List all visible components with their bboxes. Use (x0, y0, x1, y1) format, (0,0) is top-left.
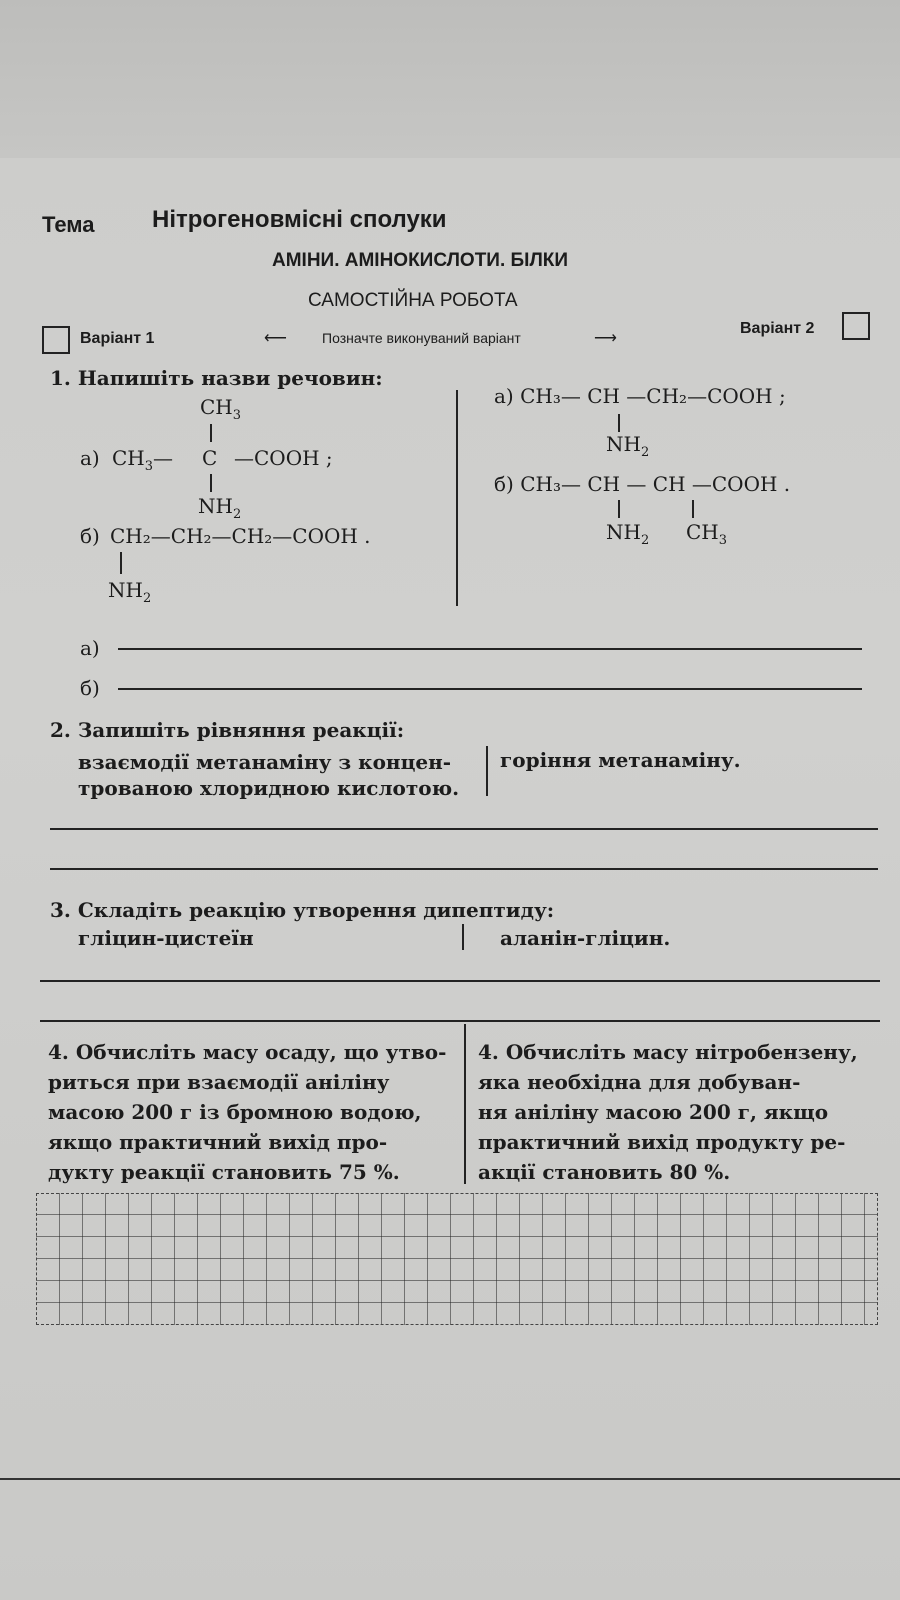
q2-answer-line2[interactable] (50, 868, 878, 870)
answer-a-line[interactable] (118, 648, 862, 650)
q2-v1-line1: взаємодії метанаміну з концен- (78, 750, 452, 774)
q1-title: 1. Напишіть назви речовин: (50, 366, 383, 390)
q1-v1-a-bottom: $NH_2$ (198, 494, 242, 522)
q1-v2-a: а) CH₃— CH —CH₂—COOH ; (494, 384, 786, 408)
variant1-checkbox[interactable] (42, 326, 70, 354)
subtitle: АМІНИ. АМІНОКИСЛОТИ. БІЛКИ (272, 250, 569, 271)
q4-v1-line-4: якщо практичний вихід про- (48, 1130, 388, 1154)
q1-v2-b: б) CH₃— CH — CH —COOH . (494, 472, 791, 496)
q4-v2-line-2: яка необхідна для добуван- (478, 1070, 801, 1094)
page-bottom-edge (0, 1478, 900, 1480)
q1-v1-a-label: а) (80, 446, 100, 470)
answer-a-label: а) (80, 636, 100, 660)
variant2-label: Варіант 2 (740, 320, 815, 337)
q1-v1-a-top: $CH_3$ (200, 395, 242, 423)
answer-b-line[interactable] (118, 688, 862, 690)
bond (618, 414, 620, 432)
q4-v2-line-3: ня аніліну масою 200 г, якщо (478, 1100, 829, 1124)
tema-title: Нітрогеновмісні сполуки (152, 206, 447, 233)
q1-v2-b-bottom2: $CH_3$ (686, 520, 728, 548)
q3-divider (462, 924, 464, 950)
q1-v1-a-right: —COOH ; (234, 446, 333, 470)
answer-b-label: б) (80, 676, 100, 700)
q1-v1-b-label: б) (80, 524, 100, 548)
q1-v1-a-left: $CH_3—$ (112, 446, 174, 474)
q1-v1-b-bottom: $NH_2$ (108, 578, 152, 606)
arrow-right-icon: ⟶ (594, 330, 617, 347)
q3-answer-line2[interactable] (40, 1020, 880, 1022)
q4-divider (464, 1024, 466, 1184)
variant-hint: Позначте виконуваний варіант (322, 330, 521, 346)
background-top (0, 0, 900, 160)
q4-v2-line-4: практичний вихід продукту ре- (478, 1130, 846, 1154)
q4-v2-line-1: 4. Обчисліть масу нітробензену, (478, 1040, 858, 1064)
q2-v1-line2: трованою хлоридною кислотою. (78, 776, 460, 800)
q2-answer-line1[interactable] (50, 828, 878, 830)
q4-v1-line-3: масою 200 г із бромною водою, (48, 1100, 422, 1124)
bond (120, 552, 122, 574)
q2-v2-line1: горіння метанаміну. (500, 748, 741, 772)
bond (210, 424, 212, 442)
q1-v2-b-bottom1: $NH_2$ (606, 520, 650, 548)
q3-v1: гліцин-цистеїн (78, 926, 254, 950)
q1-divider (456, 390, 458, 606)
variant1-label: Варіант 1 (80, 330, 155, 347)
q3-answer-line1[interactable] (40, 980, 880, 982)
q1-v1-b-chain: CH₂—CH₂—CH₂—COOH . (110, 524, 371, 548)
bond (210, 474, 212, 492)
bond (618, 500, 620, 518)
answer-grid[interactable] (36, 1193, 878, 1325)
q1-v1-a-center: C (202, 446, 218, 470)
q1-v2-a-bottom: $NH_2$ (606, 432, 650, 460)
q4-v1-line-1: 4. Обчисліть масу осаду, що утво- (48, 1040, 447, 1064)
arrow-left-icon: ⟵ (264, 330, 287, 347)
bond (692, 500, 694, 518)
tema-label: Тема (42, 212, 95, 237)
q3-v2: аланін-гліцин. (500, 926, 671, 950)
q2-title: 2. Запишіть рівняння реакції: (50, 718, 405, 742)
q4-v2-line-5: акції становить 80 %. (478, 1160, 731, 1184)
q2-divider (486, 746, 488, 796)
q4-v1-line-2: риться при взаємодії аніліну (48, 1070, 390, 1094)
variant2-checkbox[interactable] (842, 312, 870, 340)
q3-title: 3. Складіть реакцію утворення дипептиду: (50, 898, 555, 922)
q4-v1-line-5: дукту реакції становить 75 %. (48, 1160, 400, 1184)
work-title: САМОСТІЙНА РОБОТА (308, 290, 518, 311)
